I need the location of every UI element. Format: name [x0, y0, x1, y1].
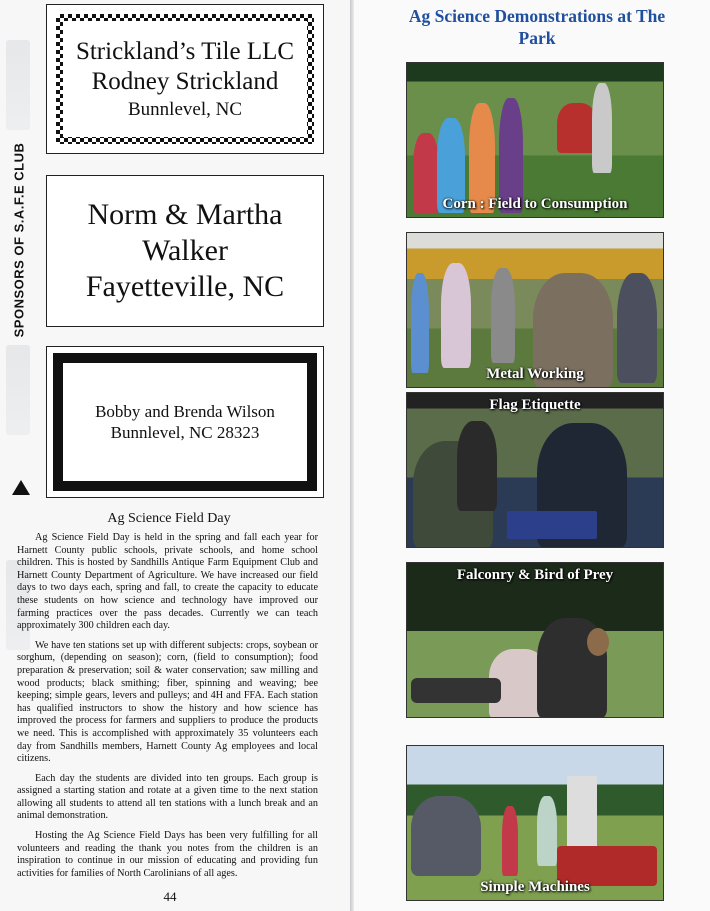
photo-metal-working: [406, 232, 664, 388]
thick-border: [53, 353, 317, 491]
sponsor-location: Bunnlevel, NC: [128, 98, 242, 120]
photo-caption: Metal Working: [486, 366, 584, 382]
sponsor-contact: Rodney Strickland: [91, 67, 279, 95]
photo-caption: Flag Etiquette: [489, 397, 581, 413]
sponsor-name: Bobby and Brenda Wilson: [95, 402, 275, 421]
photo-caption: Falconry & Bird of Prey: [456, 567, 614, 583]
photo-simple-machines: [406, 745, 664, 901]
sponsor-location: Bunnlevel, NC 28323: [110, 423, 260, 442]
sponsor-name: Strickland’s Tile LLC: [75, 37, 295, 65]
left-page: [0, 0, 350, 911]
paragraph: Ag Science Field Day is held in the spring and fall each year for Harnett County public schools, private schools, and home school children. This is hosted by Sandhills Antique Farm Equipment Club and Harnett County Department of Agriculture. We have increased our field days to two days each, spring and fall, to create the capacity to educate these students on how science and technology have improved our farming practices over the pass decades. Currently we can teach approximately 300 children each day.: [17, 532, 318, 632]
demonstrations-title: Ag Science Demonstrations at The Park: [408, 6, 666, 48]
sponsor-name: Norm & Martha Walker: [87, 198, 283, 267]
page-number: 44: [163, 889, 177, 904]
field-day-body: [17, 532, 318, 887]
sponsor-location: Fayetteville, NC: [85, 270, 285, 303]
arrow-up-icon: [12, 480, 30, 495]
sponsor-card-walker: [46, 175, 324, 327]
paragraph: Each day the students are divided into ten groups. Each group is assigned a starting station and rotate at a given time to the next station allowing all students to attend all ten stations with a lunch break and an animal demonstration.: [17, 772, 318, 822]
checkered-border: [56, 14, 314, 144]
bleed-through-mark: [6, 40, 30, 130]
sponsor-card-strickland: [46, 4, 324, 154]
sponsor-card-wilson: [46, 346, 324, 498]
photo-falconry: [406, 562, 664, 718]
field-day-title: Ag Science Field Day: [107, 511, 231, 526]
photo-caption: Simple Machines: [480, 879, 590, 895]
photo-caption: Corn : Field to Consumption: [442, 196, 628, 212]
side-label: [4, 142, 34, 338]
paragraph: Hosting the Ag Science Field Days has been very fulfilling for all volunteers and reading the thank you notes from the children is an inspiration to continue in our mission of educating and providing fun activities for families of North Carolinians of all ages.: [17, 830, 318, 879]
photo-flag-etiquette: [406, 392, 664, 548]
paragraph: We have ten stations set up with different subjects: crops, soybean or sorghum, (depending on season); corn, (field to consumption); food preparation & preservation; soil & water conservation; saw milling and wood products; black smithing; fiber, spinning and weaving; bee keeping; simple gears, levers and pulleys; and 4H and FFA. Each station has qualified instructors to show the history and how science has improved the process for farmers and suppliers to produce the products we need. This is accomplished with approximately 35 volunteers each day from Sandhills members, Harnett County Ag employees and local citizens.: [17, 639, 318, 765]
bleed-through-mark: [6, 345, 30, 435]
photo-corn: [406, 62, 664, 218]
side-label-text: SPONSORS OF S.A.F.E CLUB: [11, 142, 27, 338]
